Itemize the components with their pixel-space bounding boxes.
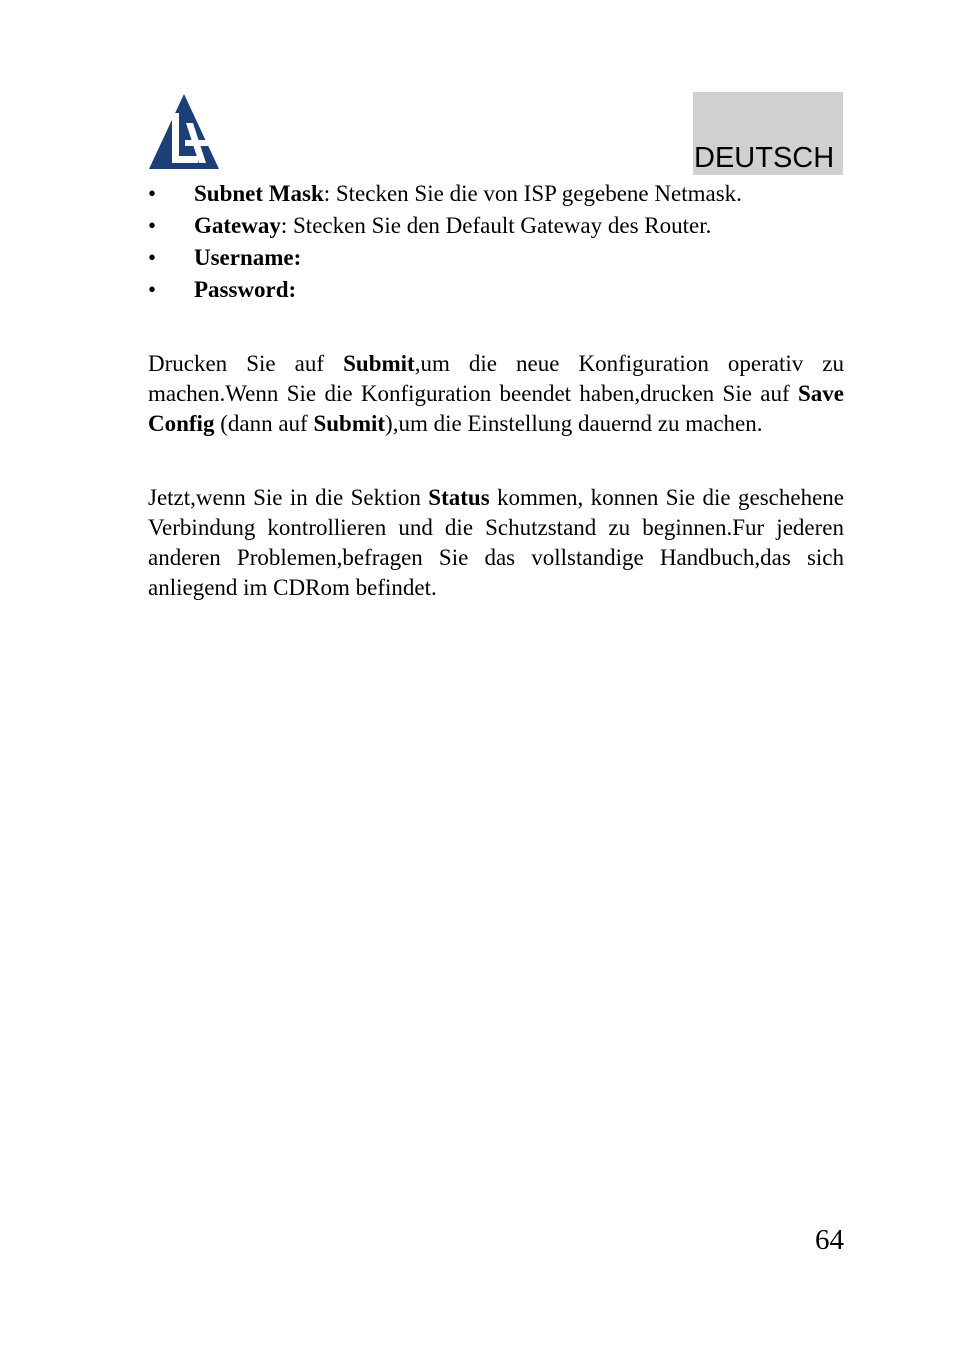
list-item-text: : Stecken Sie die von ISP gegebene Netmask. [323,181,742,206]
list-item-text: : Stecken Sie den Default Gateway des Router. [280,213,712,238]
bullet-icon: • [148,277,157,302]
paragraph-text: Jetzt,wenn Sie in die Sektion [148,485,429,510]
list-item [148,210,848,242]
bullet-icon: • [148,245,157,270]
page-number: 64 [815,1224,844,1256]
emphasis-status: Status [428,485,490,510]
bullet-icon: • [148,181,157,206]
paragraph-text: ),um die Einstellung dauernd zu machen. [385,411,763,436]
bullet-icon: • [148,213,157,238]
emphasis-submit: Submit [343,351,415,376]
list-item [148,242,848,274]
paragraph-text: kommen, konnen Sie die geschehene Verbindung kontrollieren und die Schutzstand zu beginnen.Fur jederen anderen Problemen,befragen Sie das vollstandige Handbuch,das sich anliegend im CDRom befindet. [148,485,844,600]
submit-instructions-paragraph [148,349,844,439]
company-logo-icon [148,93,220,171]
emphasis-save-config: Save Config [148,381,844,436]
list-item [148,274,848,306]
list-item-label: Password: [194,277,297,302]
settings-list [148,178,848,306]
list-item-label: Username: [194,245,302,270]
paragraph-text: ,um die neue Konfiguration operativ zu machen.Wenn Sie die Konfiguration beendet haben,drucken Sie auf [148,351,844,406]
status-instructions-paragraph [148,483,844,603]
paragraph-text: Drucken Sie auf [148,351,344,376]
list-item [148,178,848,210]
list-item-label: Subnet Mask [194,181,324,206]
language-tab [693,92,843,175]
emphasis-submit: Submit [313,411,386,436]
paragraph-text: (dann auf [214,411,314,436]
language-label: DEUTSCH [694,142,835,174]
list-item-label: Gateway [194,213,281,238]
